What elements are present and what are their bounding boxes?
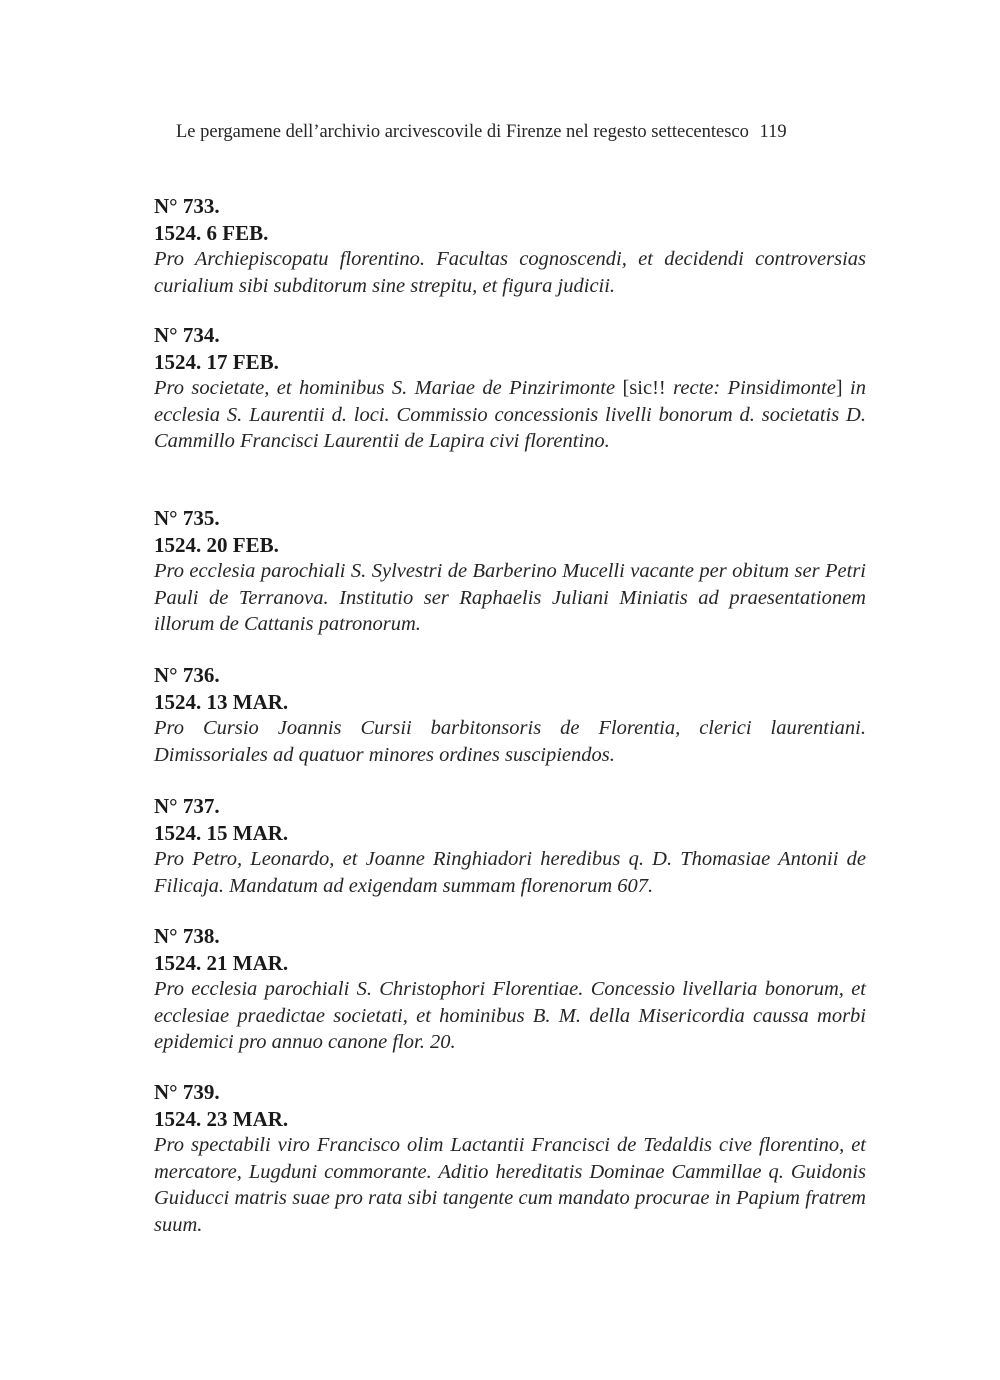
- entry-date: 1524. 17 FEB.: [154, 349, 279, 374]
- entry-number: N° 738.: [154, 924, 220, 948]
- editorial-note: recte: Pinsidimonte: [665, 377, 836, 399]
- entry-number: N° 735.: [154, 506, 220, 530]
- editorial-bracket-close: ]: [835, 377, 843, 399]
- entry-738: [154, 923, 866, 1056]
- entry-date: 1524. 23 MAR.: [154, 1106, 289, 1131]
- entry-date: 1524. 20 FEB.: [154, 532, 279, 557]
- summary-text: Pro societate, et hominibus S. Mariae de Pinzirimonte: [154, 377, 623, 399]
- entry-736: [154, 662, 866, 768]
- summary-text: in ecclesia S. Laurentii d. loci. Commissio concessionis livelli bonorum d. societatis D. Cammillo Francisci Laurentii de Lapira civi florentino.: [154, 377, 866, 452]
- entry-number: N° 739.: [154, 1080, 220, 1104]
- entry-date: 1524. 6 FEB.: [154, 220, 269, 245]
- entry-summary: [154, 375, 866, 455]
- entry-summary: Pro ecclesia parochiali S. Sylvestri de Barberino Mucelli vacante per obitum ser Petri Pauli de Terranova. Institutio ser Raphaelis Juliani Miniatis ad praesentationem illorum de Cattanis patronorum.: [154, 560, 866, 635]
- entry-number: N° 736.: [154, 663, 220, 687]
- entry-summary: Pro spectabili viro Francisco olim Lactantii Francisci de Tedaldis cive florentino, et mercatore, Lugduni commorante. Aditio hereditatis Dominae Cammillae q. Guidonis Guiducci matris suae pro rata sibi tangente cum mandato procurae in Papium fratrem suum.: [154, 1134, 866, 1236]
- entry-date: 1524. 21 MAR.: [154, 950, 289, 975]
- entry-737: [154, 793, 866, 899]
- entry-summary: Pro Archiepiscopatu florentino. Facultas cognoscendi, et decidendi controversias curialium sibi subditorum sine strepitu, et figura judicii.: [154, 248, 866, 297]
- entry-734: [154, 322, 866, 455]
- entry-739: [154, 1079, 866, 1238]
- editorial-bracket-open: [sic!!: [622, 377, 666, 399]
- entry-number: N° 734.: [154, 323, 220, 347]
- entry-summary: Pro Petro, Leonardo, et Joanne Ringhiadori heredibus q. D. Thomasiae Antonii de Filicaja. Mandatum ad exigendam summam florenorum 607.: [154, 848, 866, 897]
- entry-date: 1524. 15 MAR.: [154, 820, 289, 845]
- entry-733: [154, 193, 866, 299]
- page-number: 119: [759, 122, 787, 142]
- entry-number: N° 737.: [154, 794, 220, 818]
- entry-735: [154, 505, 866, 638]
- entry-summary: Pro ecclesia parochiali S. Christophori Florentiae. Concessio livellaria bonorum, et ecclesiae praedictae societati, et hominibus B. M. della Misericordia caussa morbi epidemici pro annuo canone flor. 20.: [154, 978, 866, 1053]
- running-title: Le pergamene dell’archivio arcivescovile di Firenze nel regesto settecentesco: [176, 122, 749, 142]
- running-header: [176, 120, 866, 144]
- entry-summary: Pro Cursio Joannis Cursii barbitonsoris de Florentia, clerici laurentiani. Dimissoriales ad quatuor minores ordines suscipiendos.: [154, 717, 866, 766]
- entry-number: N° 733.: [154, 194, 220, 218]
- entry-date: 1524. 13 MAR.: [154, 689, 289, 714]
